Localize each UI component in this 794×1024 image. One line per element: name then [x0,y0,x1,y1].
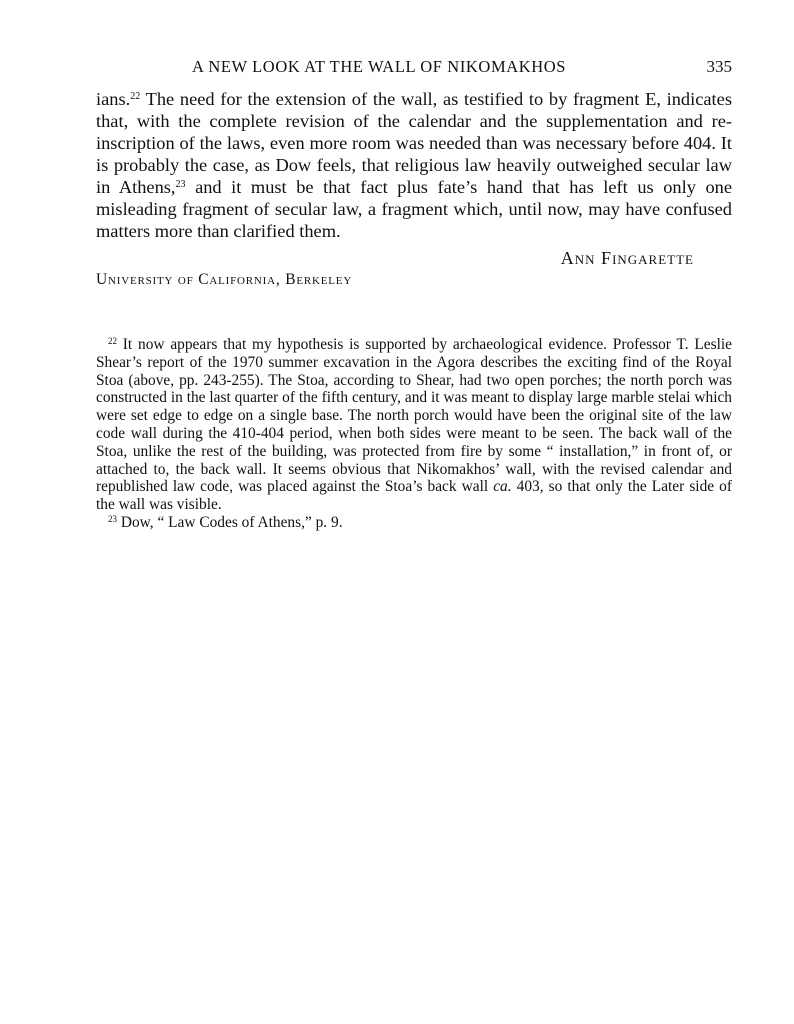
footnote-italic: ca. [493,478,512,496]
footnote-ref-23[interactable]: 23 [175,179,186,190]
footnote-ref-22[interactable]: 22 [130,91,141,102]
page-number: 335 [706,57,732,76]
body-paragraph [96,88,732,242]
running-title: A NEW LOOK AT THE WALL OF NIKOMAKHOS [192,57,567,76]
footnotes [96,336,732,532]
footnote-22 [96,336,732,514]
footnote-text: 403, so that only the Later side of the wall was visible. [96,478,732,514]
running-head [96,54,732,82]
footnote-number: 22 [108,336,117,346]
body-text-segment: The need for the extension of the wall, as testified to by fragment E, indicates that, with the complete revision of the calendar and the supplementation and re-inscription of the laws, even more room was needed than was necessary before 404. It is probably the case, as Dow feels, that religious law heavily outweighed secular law in Athens, [96,89,732,197]
author-signature: Ann Fingarette [560,248,694,268]
body-text-segment: and it must be that fact plus fate’s hand that has left us only one misleading fragment of secular law, a fragment which, until now, may have confused matters more than clarified them. [96,177,732,241]
author-affiliation: University of California, Berkeley [96,271,353,288]
footnote-23 [96,514,732,532]
page [96,54,732,532]
footnote-text: Dow, “ Law Codes of Athens,” p. 9. [117,513,343,531]
footnote-number: 23 [108,513,117,524]
body-text-segment: ians. [96,89,131,109]
footnote-text: It now appears that my hypothesis is supported by archaeological evidence. Professor T. Leslie Shear’s report of the 1970 summer excavation in the Agora describes the exciting find of the Royal Stoa (above, pp. 243-255). The Stoa, according to Shear, had two open porches; the north porch was constructed in the last quarter of the fifth century, and it was meant to display large marble stelai which were set edge to edge on a single base. The north porch would have been the original site of the law code wall during the 410-404 period, when both sides were meant to be seen. The back wall of the Stoa, unlike the rest of the building, was protected from fire by some “ installation,” in front of, or attached to, the back wall. It seems obvious that Nikomakhos’ wall, with the revised calendar and republished law code, was placed against the Stoa’s back wall [96,336,732,496]
